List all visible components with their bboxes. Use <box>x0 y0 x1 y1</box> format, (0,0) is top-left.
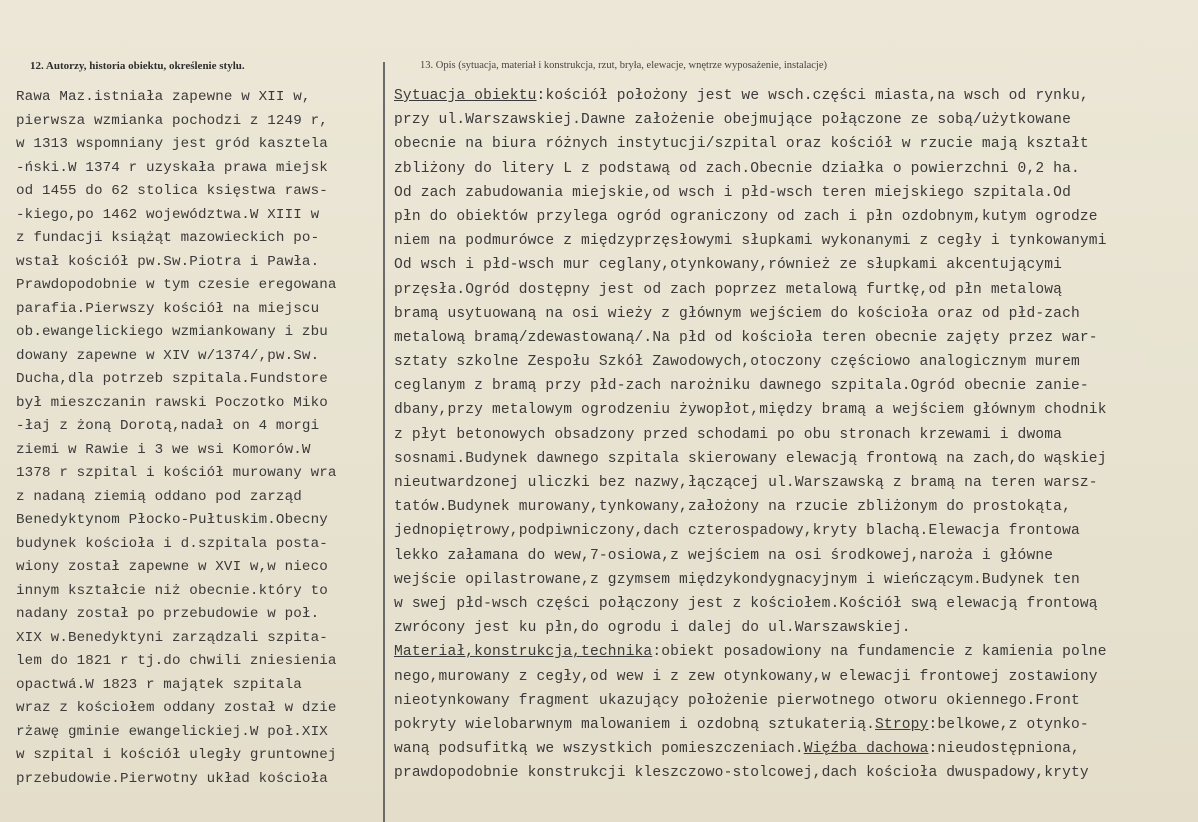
description-line <box>394 253 1194 277</box>
description-text: z płyt betonowych obsadzony przed schodami po obu stronach krzewami i dwoma <box>394 426 1063 443</box>
description-text: sztaty szkolne Zespołu Szkół Zawodowych,otoczony częściowo analogicznym murem <box>394 354 1080 371</box>
history-line: nadany został po przebudowie w poł. <box>16 606 320 622</box>
description-text: :obiekt posadowiony na fundamencie z kamienia polne <box>652 644 1107 661</box>
history-line: Rawa Maz.istniała zapewne w XII w, <box>16 89 311 105</box>
description-text: Od zach zabudowania miejskie,od wsch i płd-wsch teren miejskiego szpitala.Od <box>394 184 1071 201</box>
history-line: przebudowie.Pierwotny układ kościoła <box>16 770 328 787</box>
description-line <box>394 616 1194 640</box>
description-line <box>394 205 1194 229</box>
history-line: w szpital i kościół uległy gruntownej <box>16 747 337 763</box>
description-line <box>394 350 1194 374</box>
description-text: :nieudostępniona, <box>928 741 1080 758</box>
section-label: Materiał,konstrukcja,technika <box>394 644 653 661</box>
history-line: XIX w.Benedyktyni zarządzali szpita- <box>16 629 328 646</box>
description-line <box>394 229 1194 253</box>
description-line <box>394 447 1194 471</box>
description-column <box>394 84 1194 785</box>
history-line: od 1455 do 62 stolica księstwa raws- <box>16 183 328 199</box>
description-text: :kościół położony jest we wsch.części miasta,na wsch od rynku, <box>536 88 1089 104</box>
description-line <box>394 423 1194 447</box>
history-line: wraz z kościołem oddany został w dzie <box>16 700 337 716</box>
description-line <box>394 84 1194 108</box>
section-label: Więźba dachowa <box>803 741 929 758</box>
description-line <box>394 398 1194 422</box>
description-text: przęsła.Ogród dostępny jest od zach poprzez metalową furtkę,od płn metalową <box>394 281 1063 298</box>
description-line <box>394 713 1194 737</box>
history-line: ob.ewangelickiego wzmiankowany i zbu <box>16 324 328 340</box>
description-text: płn do obiektów przylega ogród ograniczony od zach i płn ozdobnym,kutym ogrodze <box>394 208 1098 225</box>
description-text: nego,murowany z cegły,od wew i z zew otynkowany,w elewacji frontowej zostawiony <box>394 668 1098 685</box>
history-line: rżawę gminie ewangelickiej.W poł.XIX <box>16 723 328 740</box>
description-text: dbany,przy metalowym ogrodzeniu żywopłot,między bramą a wejściem głównym chodnik <box>394 402 1107 419</box>
section-label: Stropy <box>875 716 929 733</box>
history-line: parafia.Pierwszy kościół na miejscu <box>16 300 320 317</box>
description-text: w swej płd-wsch części połączony jest z kościołem.Kościół swą elewacją frontową <box>394 595 1098 612</box>
description-text: lekko załamana do wew,7-osiowa,z wejściem na osi środkowej,naroża i główne <box>394 547 1054 564</box>
history-line: pierwsza wzmianka pochodzi z 1249 r, <box>16 112 328 129</box>
description-text: sosnami.Budynek dawnego szpitala skierowany elewacją frontową na zach,do wąskiej <box>394 450 1107 467</box>
description-line <box>394 592 1194 616</box>
history-line: -kiego,po 1462 województwa.W XIII w <box>16 206 320 223</box>
description-line <box>394 665 1194 689</box>
history-line: z fundacji książąt mazowieckich po- <box>16 230 320 246</box>
description-text: pokryty wielobarwnym malowaniem i ozdobną sztukaterią. <box>394 716 876 733</box>
description-text: waną podsufitką we wszystkich pomieszczeniach. <box>394 741 804 758</box>
history-line: -łaj z żoną Dorotą,nadał on 4 morgi <box>16 418 320 434</box>
history-line: wiony został zapewne w XVI w,w nieco <box>16 559 328 575</box>
history-line: budynek kościoła i d.szpitala posta- <box>16 535 328 552</box>
description-text: przy ul.Warszawskiej.Dawne założenie obejmujące połączone ze sobą/użytkowane <box>394 112 1071 129</box>
history-line: był mieszczanin rawski Poczotko Miko <box>16 394 328 411</box>
description-text: bramą usytuowaną na osi wieży z głównym wejściem do kościoła oraz od płd-zach <box>394 305 1080 322</box>
history-line: opactwá.W 1823 r majątek szpitala <box>16 676 302 693</box>
history-line: z nadaną ziemią oddano pod zarząd <box>16 488 302 505</box>
history-line: lem do 1821 r tj.do chwili zniesienia <box>16 653 337 669</box>
description-text: obecnie na biura różnych instytucji/szpital oraz kościół w rzucie mają kształt <box>394 136 1089 153</box>
history-line: Ducha,dla potrzeb szpitala.Fundstore <box>16 371 328 387</box>
history-column <box>16 86 388 791</box>
description-text: prawdopodobnie konstrukcji kleszczowo-stolcowej,dach kościoła dwuspadowy,kryty <box>394 765 1089 782</box>
history-line: 1378 r szpital i kościół murowany wra <box>16 465 337 481</box>
history-line: Benedyktynom Płocko-Pułtuskim.Obecny <box>16 512 328 528</box>
description-line <box>394 495 1194 519</box>
description-line <box>394 374 1194 398</box>
description-line <box>394 519 1194 543</box>
description-line <box>394 302 1194 326</box>
history-line: dowany zapewne w XIV w/1374/,pw.Sw. <box>16 347 320 364</box>
history-line: -ński.W 1374 r uzyskała prawa miejsk <box>16 159 328 176</box>
section-header-authors-history: 12. Autorzy, historia obiektu, określenie stylu. <box>30 60 245 72</box>
description-line <box>394 544 1194 568</box>
description-line <box>394 108 1194 132</box>
description-text: zbliżony do litery L z podstawą od zach.Obecnie działka o powierzchni 0,2 ha. <box>394 160 1080 177</box>
description-text: zwrócony jest ku płn,do ogrodu i dalej do ul.Warszawskiej. <box>394 620 911 637</box>
description-text: tatów.Budynek murowany,tynkowany,założony na rzucie zbliżonym do prostokąta, <box>394 499 1071 516</box>
history-line: w 1313 wspomniany jest gród kasztela <box>16 136 328 152</box>
section-label: Sytuacja obiektu <box>394 88 537 104</box>
description-text: nieutwardzonej uliczki bez nazwy,łączącej ul.Warszawską z bramą na teren warsz- <box>394 475 1098 491</box>
description-line <box>394 471 1194 495</box>
description-line <box>394 568 1194 592</box>
description-text: metalową bramą/zdewastowaną/.Na płd od kościoła teren obecnie zajęty przez war- <box>394 329 1098 346</box>
description-text: niem na podmurówce z międzyprzęsłowymi słupkami wykonanymi z cegły i tynkowanymi <box>394 233 1107 250</box>
description-line <box>394 132 1194 156</box>
history-line: Prawdopodobnie w tym czesie eregowana <box>16 277 337 293</box>
history-line: innym kształcie niż obecnie.który to <box>16 582 328 599</box>
description-line <box>394 689 1194 713</box>
description-line <box>394 157 1194 181</box>
description-line <box>394 278 1194 302</box>
section-header-description: 13. Opis (sytuacja, materiał i konstrukcja, rzut, bryła, elewacje, wnętrze wyposażenie, instalacje) <box>420 60 828 71</box>
description-line <box>394 326 1194 350</box>
description-text: wejście opilastrowane,z gzymsem międzykondygnacyjnym i wieńczącym.Budynek ten <box>394 571 1080 588</box>
history-line: wstał kościół pw.Sw.Piotra i Pawła. <box>16 253 320 270</box>
description-text: jednopiętrowy,podpiwniczony,dach czterospadowy,kryty blachą.Elewacja frontowa <box>394 523 1080 540</box>
description-line <box>394 761 1194 785</box>
description-text: ceglanym z bramą przy płd-zach narożniku dawnego szpitala.Ogród obecnie zanie- <box>394 378 1089 395</box>
history-line: ziemi w Rawie i 3 we wsi Komorów.W <box>16 441 311 458</box>
description-text: Od wsch i płd-wsch mur ceglany,otynkowany,również ze słupkami akcentującymi <box>394 257 1063 274</box>
description-text: :belkowe,z otynko- <box>928 716 1089 733</box>
description-line <box>394 737 1194 761</box>
description-line <box>394 181 1194 205</box>
description-line <box>394 640 1194 664</box>
description-text: nieotynkowany fragment ukazujący położenie pierwotnego otworu okiennego.Front <box>394 692 1080 709</box>
